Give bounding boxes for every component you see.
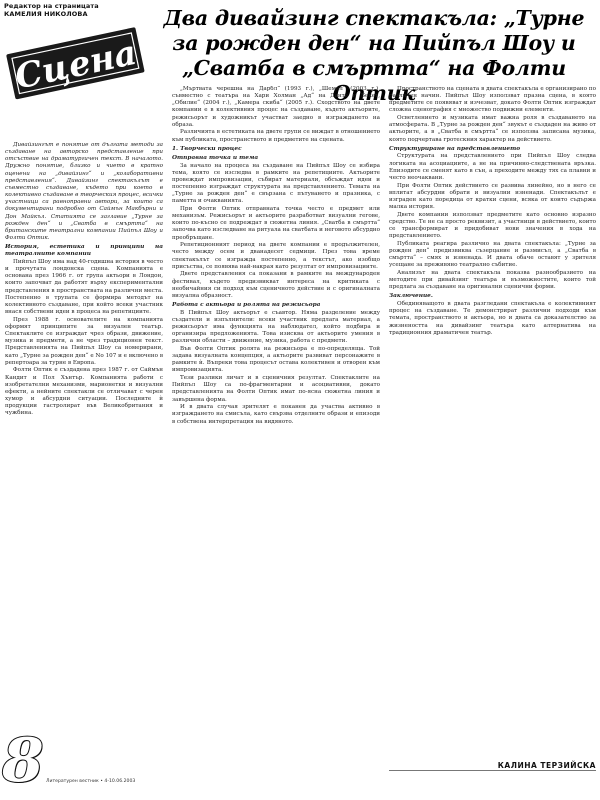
article-paragraph: Двете компании използват предметите като основно изразно средство. Те не са просто реквизит, а участници в действието, които се трансформират и придобиват нови значения в хода на представлението.: [389, 211, 596, 240]
article-column-2: [172, 86, 380, 786]
author-divider: [389, 770, 596, 771]
article-paragraph: Публиката реагира различно на двата спектакъла: „Турне за рожден ден“ предизвиква съзерцание и размисъл, а „Сватба в смъртта“ – смях и изненада. И двата обаче оставят у зрителя усещане за преживяно театрално събитие.: [389, 240, 596, 269]
article-paragraph: Във Фолти Оптик ролята на режисьора е по-определяща. Той задава визуалната концепция, а актьорите развиват персонажите в рамките ѝ. Въпреки това процесът остава колективен и отворен към импровизацията.: [172, 345, 380, 374]
article-paragraph: Различията в естетиката на двете групи се виждат в отношението към публиката, пространството и предметите на сцената.: [172, 129, 380, 143]
article-headline: Два дивайзинг спектакъла: „Турне за рожден ден“ на Пийпъл Шоу и „Сватба в смъртта“ на Фолти Оптик: [163, 6, 585, 105]
article-paragraph: При Фолти Оптик отправната точка често е предмет или механизъм. Режисьорът и актьорите разработват визуални гегове, които по-късно се подреждат в сюжетна линия. „Сватба в смъртта“ започва като изследване на ритуала на сватбата и неговото абсурдно преобръщане.: [172, 206, 380, 241]
article-paragraph: Структурата на представлението при Пийпъл Шоу следва логиката на асоциациите, а не на причинно-следствената връзка. Епизодите се сменят като в сън, а преходите между тях са плавни и често неочаквани.: [389, 153, 596, 181]
section-subheading: Работа с актьора и ролята на режисьора: [172, 302, 321, 309]
issue-footer: Литературен вестник • 4-10.06.2003: [46, 779, 136, 784]
section-subheading: История, естетика и принципи на театралните компании: [5, 244, 163, 258]
article-paragraph: В Пийпъл Шоу актьорът е съавтор. Няма разделение между създатели и изпълнители: всеки участник предлага материал, а режисьорът има функцията на наблюдател, който подбира и организира предложенията. Това изисква от актьорите умения в различни области – движение, музика, работа с предмети.: [172, 309, 380, 345]
article-paragraph: За начало на процеса на създаване на Пийпъл Шоу се избира тема, която се изследва в рамките на репетициите. Актьорите провеждат импровизации, събират материали, обсъждат идеи и постепенно изграждат структурата на представлението. Темата на „Турне за рожден ден“ е свързана с пътуването и празника, с паметта и очакванията.: [172, 162, 380, 205]
article-paragraph: Пийпъл Шоу има над 40-годишна история в често и прочутата лондонска сцена. Компанията е основана през 1966 г. от група актьори в Лондон, които започват да работят върху експериментални представления в пространствата на различни места. Постепенно в трупата се формира методът на колективното създаване, при който всеки участник внася собствени идеи в процеса на репетициите.: [5, 259, 163, 316]
article-author: КАЛИНА ТЕРЗИЙСКА: [497, 761, 596, 770]
section-subheading: 1. Творчески процес: [172, 145, 242, 152]
article-paragraph: При Фолти Оптик действието се развива линейно, но в него се вплитат абсурдни обрати и визуални изненади. Спектакълът е изграден като поредица от кратки сцени, всяка от които съдържа малка история.: [389, 182, 596, 210]
article-paragraph: Тези разлики личат и в сценичния резултат. Спектаклите на Пийпъл Шоу са по-фрагментарни и асоциативни, докато представленията на Фолти Оптик имат по-ясна сюжетна линия и завършена форма.: [172, 375, 380, 403]
article-paragraph: Репетиционният период на двете компании е продължителен, често между осем и дванадесет седмици. През това време спектакълът се изгражда постепенно, а текстът, ако изобщо присъства, се появява най-накрая като резултат от импровизациите.: [172, 242, 380, 270]
article-column-1: [5, 142, 163, 727]
section-logo-icon: [2, 26, 152, 104]
editor-label: Редактор на страницата: [4, 2, 99, 10]
section-subheading: Заключение.: [389, 293, 433, 300]
page-editor-credit: [4, 2, 154, 18]
section-logo-text: Сцена: [11, 32, 141, 98]
article-intro: Дивайзингът е понятие от дългата методи за създаване на авторско представление при отсъствие на драматургичен текст. В началото. Дружно понятие, близко и чието в кратно оценени на „дивайзинг“ и „колаборативни представления“. Дивайзинг спектакълът е съвместно създаване, където при което в колективно създаване в творческия процес, всички участници са равноправни автори, за които са документирани подробно от Саймън Макбърни и Дон Майкъл. Статията се заглавие „Турне за рожден ден“ и „Сватба в смъртта“ на британските театрални компании Пийпъл Шоу и Фолти Оптик.: [5, 142, 163, 242]
section-subheading: Отправна точка и тема: [172, 154, 259, 161]
article-paragraph: Обединяващото в двата разгледани спектакъла е колективният процес на създаване. Те демонстрират различни подходи към темата, пространството и актьора, но и двата са доказателство за жизнеността на дивайзинг театъра като алтернатива на традиционния драматичен театър.: [389, 301, 596, 336]
article-paragraph: Фолти Оптик е създадена през 1987 г. от Саймън Кандит и Пол Хънтър. Компанията работи с изобретателни механизми, марионетки и визуални ефекти, а нейните спектакли се отличават с черен хумор и абсурдни ситуации. Последните ѝ продукции гастролират във Великобритания и чужбина.: [5, 367, 163, 417]
article-paragraph: Двете представления са показани в рамките на международен фестивал, където предизвикват интереса на критиката с необичайния си подход към сценичното действие и с оригиналната визуална образност.: [172, 271, 380, 299]
editor-name: КАМЕЛИЯ НИКОЛОВА: [4, 10, 88, 18]
article-column-3: [389, 86, 596, 758]
article-paragraph: Анализът на двата спектакъла показва разнообразието на методите при дивайзинг театъра и възможностите, които той предлага за създаване на оригинални сценични форми.: [389, 269, 596, 291]
article-paragraph: Осветлението и музиката имат важна роля в създаването на атмосферата. В „Турне за рожден ден“ звукът е създаден на живо от актьорите, а в „Сватба в смъртта“ се използва записана музика, която подчертава гротескния характер на действието.: [389, 115, 596, 143]
page-number: 8: [2, 726, 44, 796]
article-paragraph: И в двата случая зрителят е поканен да участва активно в изграждането на смисъла, като свързва отделните образи и епизоди в собствена интерпретация на видяното.: [172, 404, 380, 425]
article-paragraph: През 1988 г. основателите на компанията оформят принципите за визуален театър. Спектаклите се изграждат чрез образи, движение, музика и предмети, а не чрез традиционен текст. Представленията на Пийпъл Шоу са номерирани, като „Турне за рожден ден“ е No 107 и е включено в репертоара за турне в Европа.: [5, 316, 163, 366]
section-subheading: Структуриране на представлението: [389, 145, 521, 152]
article-paragraph: Пространството на сцената в двата спектакъла е организирано по различен начин. Пийпъл Шоу използват празна сцена, в която предметите се появяват и изчезват, докато Фолти Оптик изграждат сложна сценография с множество подвижни елементи.: [389, 86, 596, 114]
article-paragraph: „Мъртвата черешна на Дарбл“ (1993 г.), „Шемал“ (2003 г.), съвместно с театъра на Хари Холман „Ад“ на Данте и Бекет, „Обилие“ (2004 г.), „Камера скиба“ (2005 г.). Сходството на двете компании е в колективния процес на създаване, където актьорите, режисьорът и художникът участват заедно в изграждането на образа.: [172, 86, 380, 128]
